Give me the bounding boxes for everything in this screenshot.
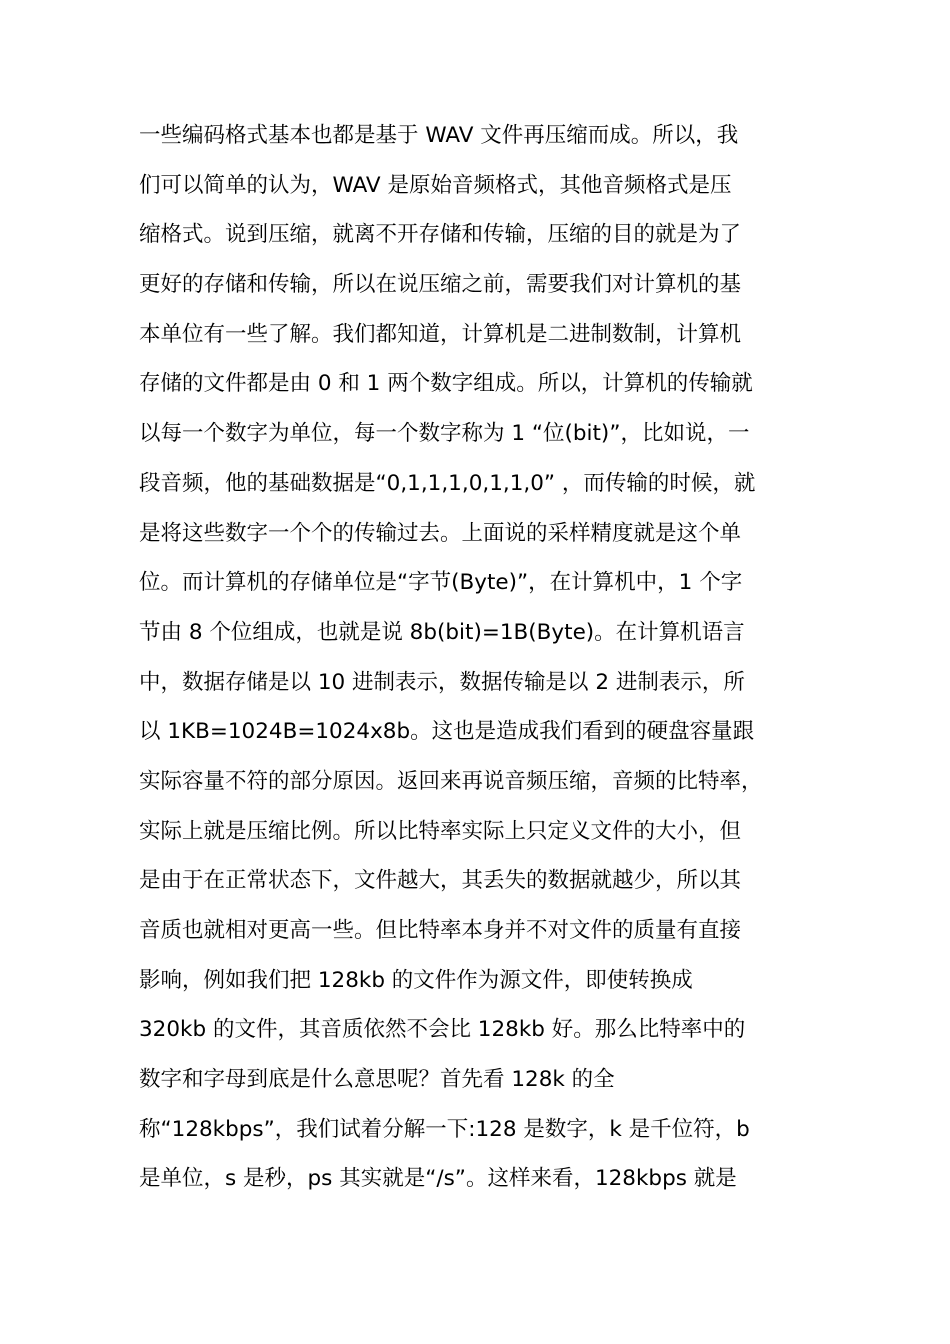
text-line: 是单位，s 是秒，ps 其实就是“/s”。这样来看，128kbps 就是: [139, 1166, 737, 1192]
text-line: 位。而计算机的存储单位是“字节(Byte)”，在计算机中，1 个字: [139, 570, 743, 596]
body-text: [139, 111, 819, 1204]
text-line: 以 1KB=1024B=1024x8b。这也是造成我们看到的硬盘容量跟: [139, 719, 755, 745]
text-line: 实际上就是压缩比例。所以比特率实际上只定义文件的大小，但: [139, 818, 742, 844]
text-line: 节由 8 个位组成，也就是说 8b(bit)=1B(Byte)。在计算机语言: [139, 619, 745, 645]
text-line: 320kb 的文件，其音质依然不会比 128kb 好。那么比特率中的: [139, 1017, 746, 1043]
text-line: 数字和字母到底是什么意思呢？首先看 128k 的全: [139, 1067, 615, 1093]
text-line: 是由于在正常状态下，文件越大，其丢失的数据就越少，所以其: [139, 868, 742, 894]
text-line: 以每一个数字为单位，每一个数字称为 1 “位(bit)”，比如说，一: [139, 421, 750, 447]
text-line: 中，数据存储是以 10 进制表示，数据传输是以 2 进制表示，所: [139, 669, 745, 695]
text-line: 是将这些数字一个个的传输过去。上面说的采样精度就是这个单: [139, 520, 742, 546]
text-line: 称“128kbps”，我们试着分解一下:128 是数字，k 是千位符，b: [139, 1116, 750, 1142]
text-line: 一些编码格式基本也都是基于 WAV 文件再压缩而成。所以，我: [139, 123, 739, 148]
text-line: 实际容量不符的部分原因。返回来再说音频压缩，音频的比特率，: [139, 768, 763, 794]
text-line: 缩格式。说到压缩，就离不开存储和传输，压缩的目的就是为了: [139, 222, 742, 248]
text-line: 更好的存储和传输，所以在说压缩之前，需要我们对计算机的基: [139, 272, 742, 298]
text-line: 段音频，他的基础数据是“0,1,1,1,0,1,1,0” ，而传输的时候，就: [139, 470, 756, 496]
text-line: 本单位有一些了解。我们都知道，计算机是二进制数制，计算机: [139, 321, 742, 347]
text-line: 影响，例如我们把 128kb 的文件作为源文件，即使转换成: [139, 967, 693, 993]
text-line: 存储的文件都是由 0 和 1 两个数字组成。所以，计算机的传输就: [139, 371, 753, 397]
text-line: 音质也就相对更高一些。但比特率本身并不对文件的质量有直接: [139, 918, 742, 943]
text-line: 们可以简单的认为，WAV 是原始音频格式，其他音频格式是压: [139, 172, 732, 198]
